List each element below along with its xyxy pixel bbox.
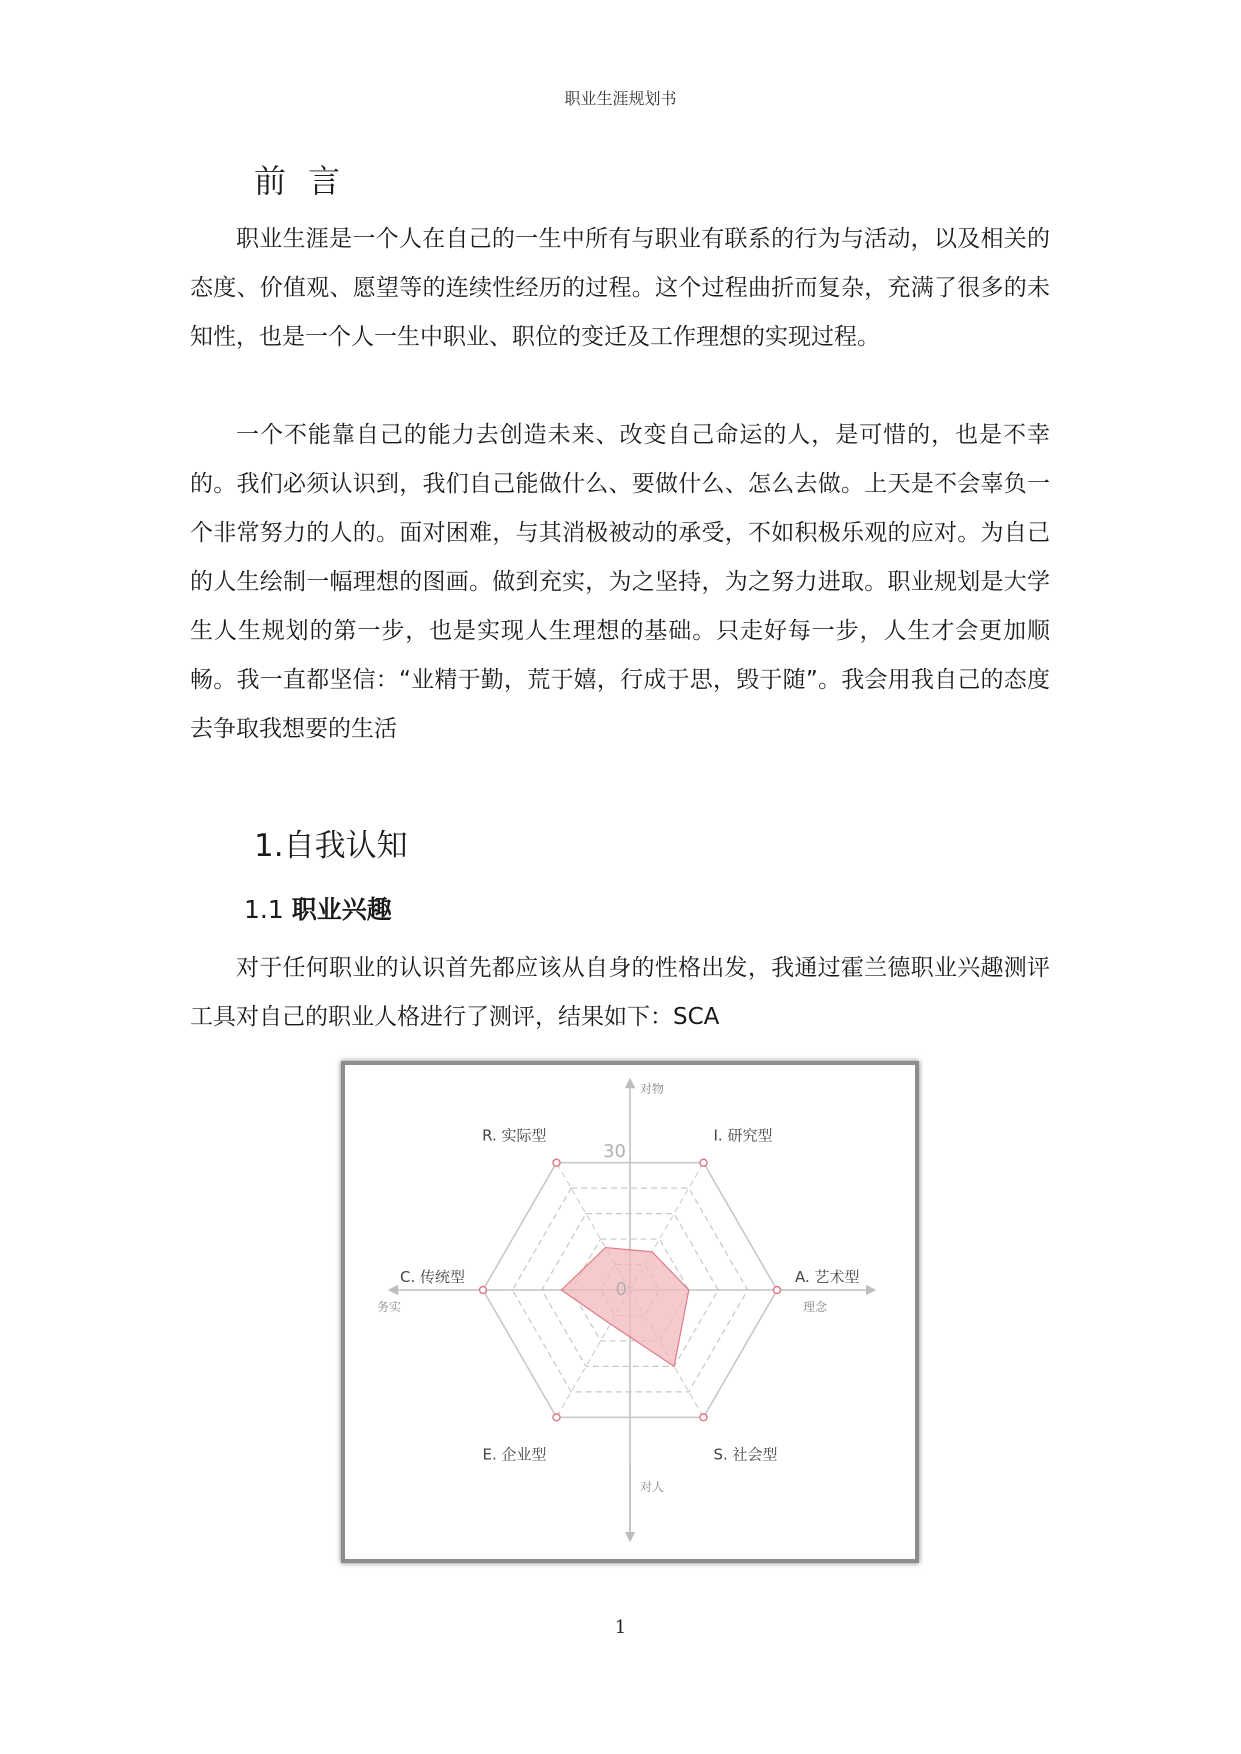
subsection-label: 职业兴趣 <box>291 895 392 924</box>
axis-label-bottom: 对人 <box>640 1480 665 1494</box>
radar-category-label: C. 传统型 <box>399 1268 465 1286</box>
radar-svg <box>345 1065 915 1559</box>
radar-category-label: A. 艺术型 <box>795 1268 860 1286</box>
interest-paragraph: 对于任何职业的认识首先都应该从自身的性格出发，我通过霍兰德职业兴趣测评工具对自己的职业人格进行了测评，结果如下：SCA <box>190 955 1050 1030</box>
axis-label-top: 对物 <box>640 1082 665 1096</box>
preface-paragraph-1: 职业生涯是一个人在自己的一生中所有与职业有联系的行为与活动，以及相关的态度、价值观、愿望等的连续性经历的过程。这个过程曲折而复杂，充满了很多的未知性，也是一个人一生中职业、职位的变迁及工作理想的实现过程。 <box>190 226 1050 350</box>
radar-vertex-marker <box>700 1159 707 1166</box>
running-header: 职业生涯规划书 <box>564 89 677 108</box>
radar-tick-label: 0 <box>615 1279 627 1300</box>
radar-vertex-marker <box>553 1414 560 1421</box>
radar-category-label: I. 研究型 <box>713 1126 773 1145</box>
radar-category-label: E. 企业型 <box>482 1445 547 1464</box>
preface-title: 前 言 <box>254 162 347 200</box>
page-number: 1 <box>614 1617 627 1638</box>
subsection-title <box>244 890 392 926</box>
radar-vertex-marker <box>553 1159 560 1166</box>
radar-category-label: S. 社会型 <box>713 1445 778 1464</box>
radar-vertex-marker <box>774 1287 781 1294</box>
radar-vertex-marker <box>700 1414 707 1421</box>
radar-labels <box>377 1081 860 1494</box>
axis-label-right: 理念 <box>803 1300 828 1314</box>
subsection-number: 1.1 <box>244 895 284 924</box>
axis-label-left: 务实 <box>377 1300 402 1314</box>
holland-radar-chart <box>341 1061 919 1563</box>
radar-category-label: R. 实际型 <box>482 1126 547 1145</box>
radar-tick-label: 30 <box>603 1141 626 1162</box>
preface-paragraph-2: 一个不能靠自己的能力去创造未来、改变自己命运的人，是可惜的，也是不幸的。我们必须认识到，我们自己能做什么、要做什么、怎么去做。上天是不会辜负一个非常努力的人的。面对困难，与其消极被动的承受，不如积极乐观的应对。为自己的人生绘制一幅理想的图画。做到充实，为之坚持，为之努力进取。职业规划是大学生人生规划的第一步，也是实现人生理想的基础。只走好每一步，人生才会更加顺畅。我一直都坚信：“业精于勤，荒于嬉，行成于思，毁于随”。我会用我自己的态度去争取我想要的生活 <box>190 422 1050 742</box>
section-title: 1.自我认知 <box>254 828 408 864</box>
radar-vertex-marker <box>480 1287 487 1294</box>
